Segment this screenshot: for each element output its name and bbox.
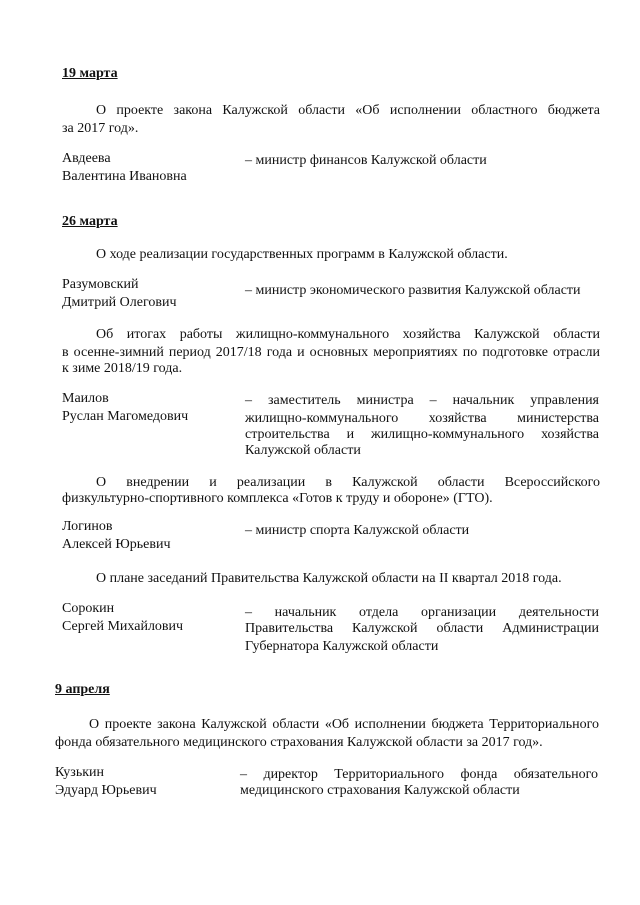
speaker-surname: Логинов (62, 519, 113, 534)
agenda-topic: О внедрении и реализации в Калужской области Всероссийского (96, 475, 600, 490)
speaker-role: строительства и жилищно-коммунального хозяйства (245, 427, 599, 442)
speaker-name: Сергей Михайлович (62, 619, 184, 634)
agenda-topic: Об итогах работы жилищно-коммунального хозяйства Калужской области (96, 327, 600, 342)
speaker-role: Калужской области (245, 443, 361, 458)
speaker-name: Эдуард Юрьевич (55, 783, 157, 798)
speaker-role: жилищно-коммунального хозяйства министерства (245, 411, 599, 426)
speaker-role: – министр спорта Калужской области (245, 523, 470, 538)
speaker-name: Алексей Юрьевич (62, 537, 171, 552)
speaker-surname: Авдеева (62, 151, 111, 166)
speaker-surname: Кузькин (55, 765, 104, 780)
agenda-topic: за 2017 год». (62, 121, 139, 136)
agenda-topic: О плане заседаний Правительства Калужской области на II квартал 2018 года. (96, 571, 562, 586)
speaker-name: Валентина Ивановна (62, 169, 187, 184)
agenda-topic: физкультурно-спортивного комплекса «Готов к труду и обороне» (ГТО). (62, 491, 493, 506)
agenda-topic: фонда обязательного медицинского страхования Калужской области за 2017 год». (55, 735, 543, 750)
speaker-role: – министр экономического развития Калужской области (245, 283, 581, 298)
speaker-role: Правительства Калужской области Администрации (245, 621, 599, 636)
agenda-topic: к зиме 2018/19 года. (62, 361, 183, 376)
speaker-role: – начальник отдела организации деятельности (245, 605, 599, 620)
speaker-name: Дмитрий Олегович (62, 295, 177, 310)
speaker-role: – заместитель министра – начальник управления (245, 393, 599, 408)
speaker-role: – министр финансов Калужской области (245, 153, 487, 168)
speaker-surname: Разумовский (62, 277, 139, 292)
agenda-topic: О проекте закона Калужской области «Об исполнении бюджета Территориального (89, 717, 599, 732)
speaker-surname: Маилов (62, 391, 109, 406)
speaker-role: Губернатора Калужской области (245, 639, 439, 654)
date-heading: 19 марта (62, 66, 118, 81)
date-heading: 26 марта (62, 214, 118, 229)
speaker-surname: Сорокин (62, 601, 115, 616)
speaker-name: Руслан Магомедович (62, 409, 189, 424)
speaker-role: медицинского страхования Калужской области (240, 783, 520, 798)
date-heading: 9 апреля (55, 682, 110, 697)
agenda-topic: О ходе реализации государственных программ в Калужской области. (96, 247, 508, 262)
agenda-topic: О проекте закона Калужской области «Об исполнении областного бюджета (96, 103, 600, 118)
speaker-role: – директор Территориального фонда обязательного (240, 767, 598, 782)
agenda-topic: в осенне-зимний период 2017/18 года и основных мероприятиях по подготовке отрасли (62, 345, 600, 360)
